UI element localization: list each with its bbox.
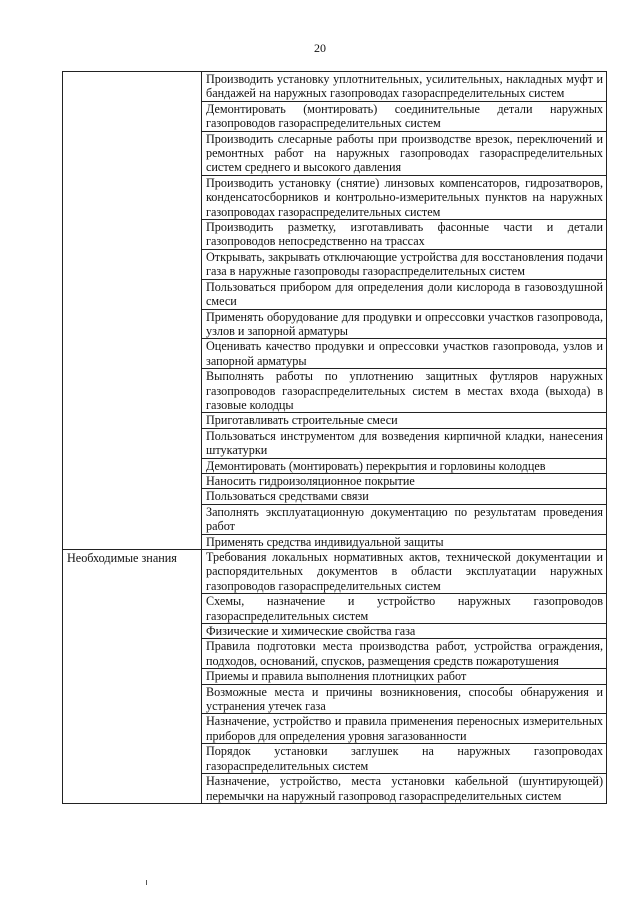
scan-mark	[146, 880, 147, 885]
knowledge-item: Приемы и правила выполнения плотницких работ	[202, 669, 607, 684]
knowledge-item: Правила подготовки места производства работ, устройства ограждения, подходов, оснований, спусков, размещения средств пожаротушения	[202, 639, 607, 669]
requirements-table	[62, 71, 607, 804]
skill-item: Демонтировать (монтировать) перекрытия и горловины колодцев	[202, 458, 607, 473]
skill-item: Демонтировать (монтировать) соединительные детали наружных газопроводов газораспределительных систем	[202, 101, 607, 131]
knowledge-item: Физические и химические свойства газа	[202, 624, 607, 639]
skill-item: Наносить гидроизоляционное покрытие	[202, 473, 607, 488]
page-number: 20	[314, 41, 326, 55]
skills-group-label	[63, 72, 202, 550]
table-row	[63, 550, 607, 594]
knowledge-item: Схемы, назначение и устройство наружных газопроводов газораспределительных систем	[202, 594, 607, 624]
skill-item: Оценивать качество продувки и опрессовки участков газопровода, узлов и запорной арматуры	[202, 339, 607, 369]
skill-item: Пользоваться прибором для определения доли кислорода в газовоздушной смеси	[202, 279, 607, 309]
skill-item: Приготавливать строительные смеси	[202, 413, 607, 428]
skill-item: Производить установку уплотнительных, усилительных, накладных муфт и бандажей на наружных газопроводах газораспределительных систем	[202, 72, 607, 102]
knowledge-item: Назначение, устройство и правила применения переносных измерительных приборов для определения уровня загазованности	[202, 714, 607, 744]
knowledge-group-label: Необходимые знания	[63, 550, 202, 804]
skill-item: Производить разметку, изготавливать фасонные части и детали газопроводов непосредственно на трассах	[202, 220, 607, 250]
skill-item: Пользоваться средствами связи	[202, 489, 607, 504]
knowledge-item: Назначение, устройство, места установки кабельной (шунтирующей) перемычки на наружный газопровод газораспределительных систем	[202, 774, 607, 804]
knowledge-item: Порядок установки заглушек на наружных газопроводах газораспределительных систем	[202, 744, 607, 774]
knowledge-item: Возможные места и причины возникновения, способы обнаружения и устранения утечек газа	[202, 684, 607, 714]
skill-item: Выполнять работы по уплотнению защитных футляров наружных газопроводов газораспределительных систем в местах входа (выхода) в газовые колодцы	[202, 369, 607, 413]
skill-item: Производить установку (снятие) линзовых компенсаторов, гидрозатворов, конденсатосборников и контрольно-измерительных пунктов на наружных газопроводах газораспределительных систем	[202, 175, 607, 219]
skill-item: Заполнять эксплуатационную документацию по результатам проведения работ	[202, 504, 607, 534]
knowledge-item: Требования локальных нормативных актов, технической документации и распорядительных документов в области эксплуатации наружных газопроводов газораспределительных систем	[202, 550, 607, 594]
skill-item: Производить слесарные работы при производстве врезок, переключений и ремонтных работ на наружных газопроводах газораспределительных систем среднего и высокого давления	[202, 131, 607, 175]
skill-item: Применять оборудование для продувки и опрессовки участков газопровода, узлов и запорной арматуры	[202, 309, 607, 339]
table-row	[63, 72, 607, 102]
skill-item: Применять средства индивидуальной защиты	[202, 534, 607, 549]
skill-item: Открывать, закрывать отключающие устройства для восстановления подачи газа в наружные газопроводы газораспределительных систем	[202, 249, 607, 279]
skill-item: Пользоваться инструментом для возведения кирпичной кладки, нанесения штукатурки	[202, 428, 607, 458]
